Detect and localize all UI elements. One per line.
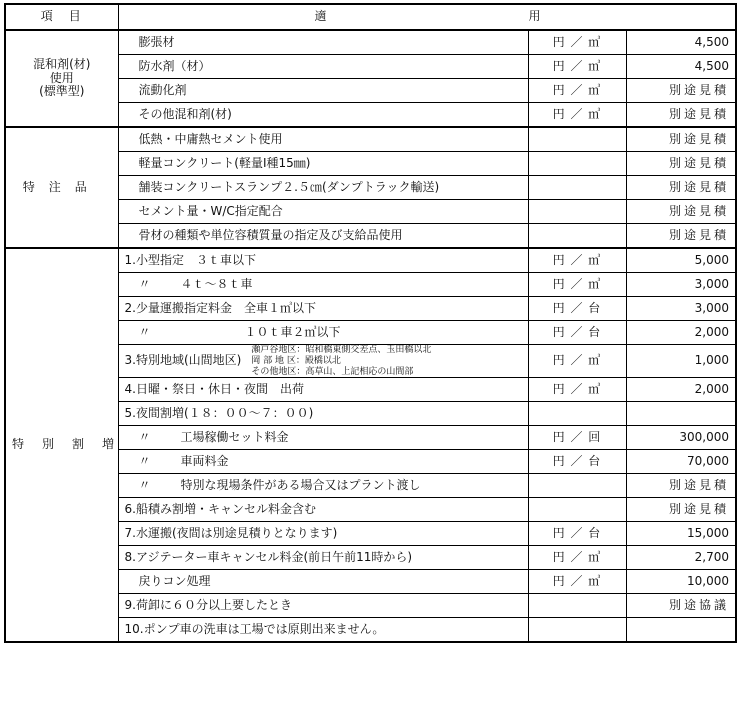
row-price: 15,000: [626, 522, 736, 546]
row-number: 4.: [124, 381, 136, 396]
row-desc: 舗装コンクリートスランプ２.５㎝(ダンプトラック輸送): [118, 176, 528, 200]
row-desc: [118, 248, 528, 273]
row-price: 2,000: [626, 321, 736, 345]
row-desc: [118, 474, 528, 498]
area-note: 瀬戸谷地区：昭和橋東側交差点、玉田橋以北: [251, 345, 432, 355]
row-unit: [528, 127, 626, 152]
table-row: [5, 30, 736, 55]
row-unit: [528, 498, 626, 522]
category-special-order: 特注品: [5, 127, 118, 248]
row-text: 特別な現場条件がある場合又はプラント渡し: [180, 477, 421, 492]
ditto-mark: 〃: [138, 477, 151, 492]
category-admixture-label: [12, 58, 112, 99]
row-unit: 円 ／ ㎥: [528, 345, 626, 378]
category-label-line: 混和剤(材): [33, 56, 91, 71]
row-price: 10,000: [626, 570, 736, 594]
row-unit: [528, 200, 626, 224]
row-desc: [118, 594, 528, 618]
row-price: 別途見積: [626, 474, 736, 498]
row-unit: 円 ／ ㎥: [528, 570, 626, 594]
ditto-mark: 〃: [138, 276, 151, 291]
row-desc: セメント量・W/C指定配合: [118, 200, 528, 224]
row-number: 2.: [124, 300, 136, 315]
header-apply: [118, 4, 736, 30]
row-number: 1.: [124, 252, 136, 267]
row-desc: [118, 402, 528, 426]
row-text: 少量運搬指定料金 全車１㎥以下: [135, 300, 316, 315]
header-item: 項 目: [5, 4, 118, 30]
row-price: 70,000: [626, 450, 736, 474]
row-unit: 円 ／ 回: [528, 426, 626, 450]
row-desc: 防水剤（材）: [118, 55, 528, 79]
row-unit: 円 ／ ㎥: [528, 378, 626, 402]
row-desc: [118, 498, 528, 522]
row-price: 別途協議: [626, 594, 736, 618]
row-unit: 円 ／ 台: [528, 450, 626, 474]
category-special-surcharge: 特別割増: [5, 248, 118, 642]
row-desc: [118, 321, 528, 345]
ditto-mark: 〃: [138, 453, 151, 468]
row-desc: [118, 345, 528, 378]
row-price: [626, 402, 736, 426]
row-price: 1,000: [626, 345, 736, 378]
row-unit: 円 ／ ㎥: [528, 79, 626, 103]
ditto-mark: 〃: [138, 324, 151, 339]
row-unit: [528, 176, 626, 200]
row-number: 9.: [124, 597, 136, 612]
row-price: 3,000: [626, 273, 736, 297]
row-desc: その他混和剤(材): [118, 103, 528, 128]
row-price: 別途見積: [626, 79, 736, 103]
row-unit: 円 ／ 台: [528, 297, 626, 321]
row-price: 5,000: [626, 248, 736, 273]
category-label-line: (標準型): [39, 84, 85, 99]
row-price: 別途見積: [626, 200, 736, 224]
row-text: 船積み割増・キャンセル料金含む: [135, 501, 316, 516]
row-text: 工場稼働セット料金: [180, 429, 289, 444]
row-desc: [118, 546, 528, 570]
category-admixture: [5, 30, 118, 127]
row-unit: [528, 402, 626, 426]
row-desc: [118, 273, 528, 297]
ditto-mark: 〃: [138, 429, 151, 444]
row-unit: [528, 474, 626, 498]
header-row: [5, 4, 736, 30]
row-price: 別途見積: [626, 152, 736, 176]
row-text: 荷卸に６０分以上要したとき: [135, 597, 292, 612]
row-price: 3,000: [626, 297, 736, 321]
row-desc: [118, 426, 528, 450]
row-desc: 骨材の種類や単位容積質量の指定及び支給品使用: [118, 224, 528, 249]
row-price: 4,500: [626, 55, 736, 79]
row-price: 別途見積: [626, 103, 736, 128]
area-note: 岡 部 地 区：殿橋以北: [251, 355, 341, 366]
row-text: 特別地域(山間地区): [135, 353, 242, 368]
row-unit: 円 ／ ㎥: [528, 546, 626, 570]
row-desc: [118, 522, 528, 546]
row-text: １０ｔ車２㎥以下: [244, 324, 341, 339]
row-unit: 円 ／ ㎥: [528, 273, 626, 297]
row-number: 8.: [124, 549, 136, 564]
row-number: 7.: [124, 525, 136, 540]
row-price: 別途見積: [626, 498, 736, 522]
row-price: 2,700: [626, 546, 736, 570]
row-number: 5.: [124, 405, 136, 420]
row-number: 6.: [124, 501, 136, 516]
row-number: 3.: [124, 353, 136, 368]
row-desc: [118, 618, 528, 643]
row-price: 300,000: [626, 426, 736, 450]
header-apply-right: 用: [528, 9, 543, 24]
row-text: 夜間割増(１８：００～７：００): [135, 405, 314, 420]
row-unit: [528, 618, 626, 643]
row-text: ４ｔ～８ｔ車: [180, 276, 253, 291]
row-number: 10.: [124, 621, 144, 636]
row-text: アジテーター車キャンセル料金(前日午前11時から): [135, 549, 413, 564]
area-note: その他地区：高草山、上記相応の山間部: [251, 366, 414, 377]
row-text: 車両料金: [180, 453, 229, 468]
price-table: [4, 3, 737, 643]
row-desc: [118, 297, 528, 321]
row-desc: [118, 378, 528, 402]
row-desc: 戻りコン処理: [118, 570, 528, 594]
row-desc: 低熱・中庸熱セメント使用: [118, 127, 528, 152]
row-desc: 流動化剤: [118, 79, 528, 103]
row-unit: 円 ／ ㎥: [528, 55, 626, 79]
row-price: 4,500: [626, 30, 736, 55]
row-price: 別途見積: [626, 224, 736, 249]
row-text: ポンプ車の洗車は工場では原則出来ません。: [143, 621, 385, 636]
row-unit: 円 ／ ㎥: [528, 30, 626, 55]
category-label-line: 使用: [49, 70, 74, 85]
row-price: 別途見積: [626, 127, 736, 152]
row-desc: [118, 450, 528, 474]
row-unit: [528, 594, 626, 618]
row-text: 日曜・祭日・休日・夜間 出荷: [135, 381, 304, 396]
row-text: 水運搬(夜間は別途見積りとなります): [135, 525, 338, 540]
row-unit: 円 ／ ㎥: [528, 248, 626, 273]
table-row: [5, 127, 736, 152]
row-unit: 円 ／ 台: [528, 321, 626, 345]
row-desc: 軽量コンクリート(軽量Ⅰ種15㎜): [118, 152, 528, 176]
row-unit: [528, 224, 626, 249]
row-price: 2,000: [626, 378, 736, 402]
row-unit: [528, 152, 626, 176]
row-price: [626, 618, 736, 643]
table-row: [5, 248, 736, 273]
row-unit: 円 ／ 台: [528, 522, 626, 546]
row-text: 小型指定 ３ｔ車以下: [135, 252, 256, 267]
area-notes: [251, 345, 431, 377]
row-desc: 膨張材: [118, 30, 528, 55]
row-unit: 円 ／ ㎥: [528, 103, 626, 128]
row-price: 別途見積: [626, 176, 736, 200]
header-apply-left: 適: [314, 9, 329, 24]
